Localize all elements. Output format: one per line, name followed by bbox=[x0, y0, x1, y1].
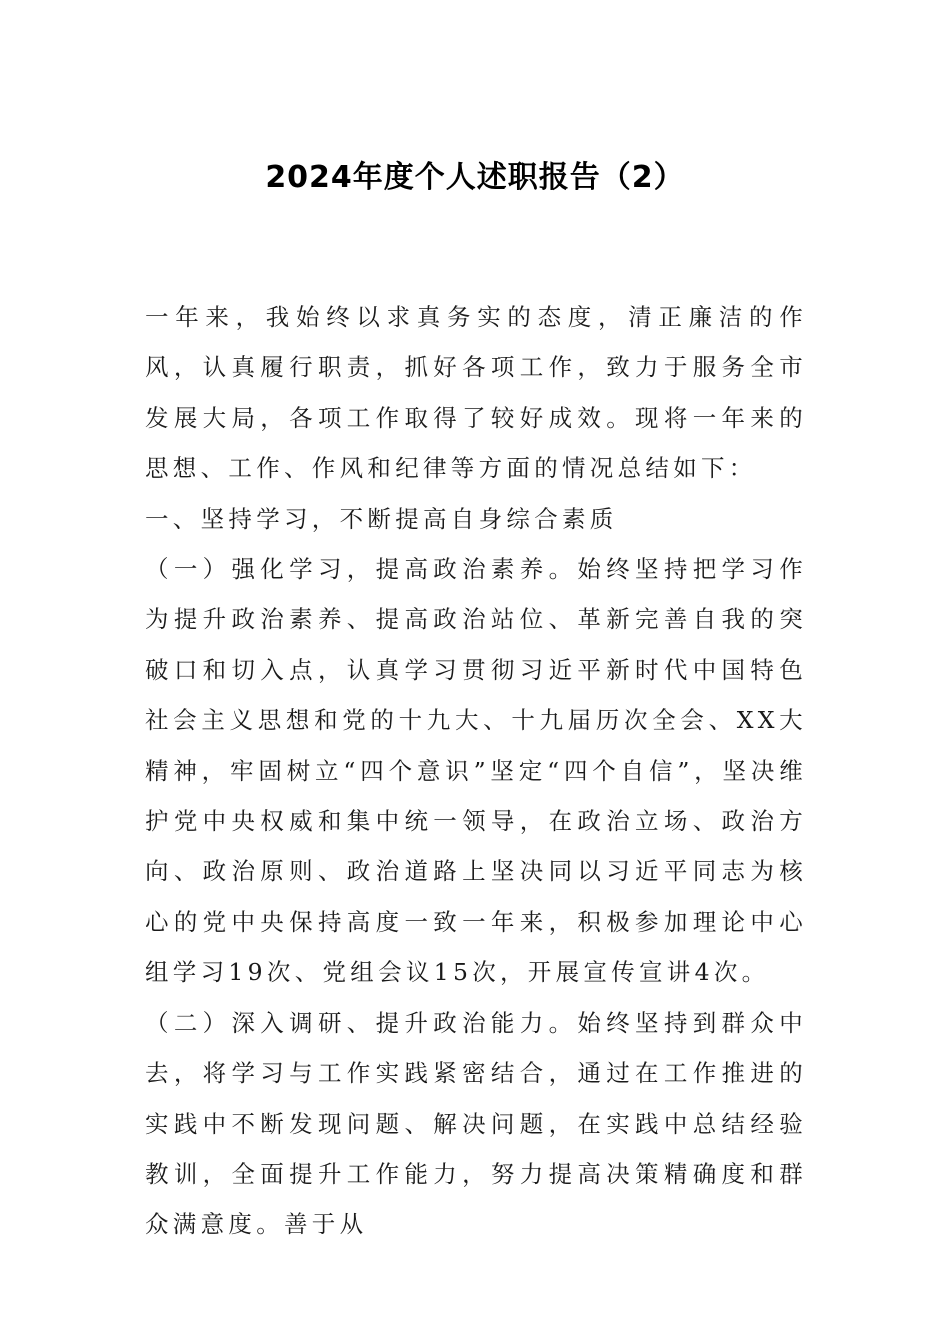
document-title: 2024年度个人述职报告（2） bbox=[265, 160, 685, 195]
subsection-paragraph-1: （一）强化学习，提高政治素养。始终坚持把学习作为提升政治素养、提高政治站位、革新完善自我的突破口和切入点，认真学习贯彻习近平新时代中国特色社会主义思想和党的十九大、十九届历次全会、XX大精神，牢固树立“四个意识”坚定“四个自信”，坚决维护党中央权威和集中统一领导，在政治立场、政治方向、政治原则、政治道路上坚决同以习近平同志为核心的党中央保持高度一致一年来，积极参加理论中心组学习19次、党组会议15次，开展宣传宣讲4次。 bbox=[145, 555, 807, 987]
document-body bbox=[145, 292, 807, 1250]
intro-paragraph: 一年来，我始终以求真务实的态度，清正廉洁的作风，认真履行职责，抓好各项工作，致力于服务全市发展大局，各项工作取得了较好成效。现将一年来的思想、工作、作风和纪律等方面的情况总结如下： bbox=[145, 303, 807, 483]
subsection-paragraph-2: （二）深入调研、提升政治能力。始终坚持到群众中去，将学习与工作实践紧密结合，通过在工作推进的实践中不断发现问题、解决问题，在实践中总结经验教训，全面提升工作能力，努力提高决策精确度和群众满意度。善于从 bbox=[145, 1008, 807, 1239]
section-heading: 一、坚持学习，不断提高自身综合素质 bbox=[145, 504, 618, 533]
